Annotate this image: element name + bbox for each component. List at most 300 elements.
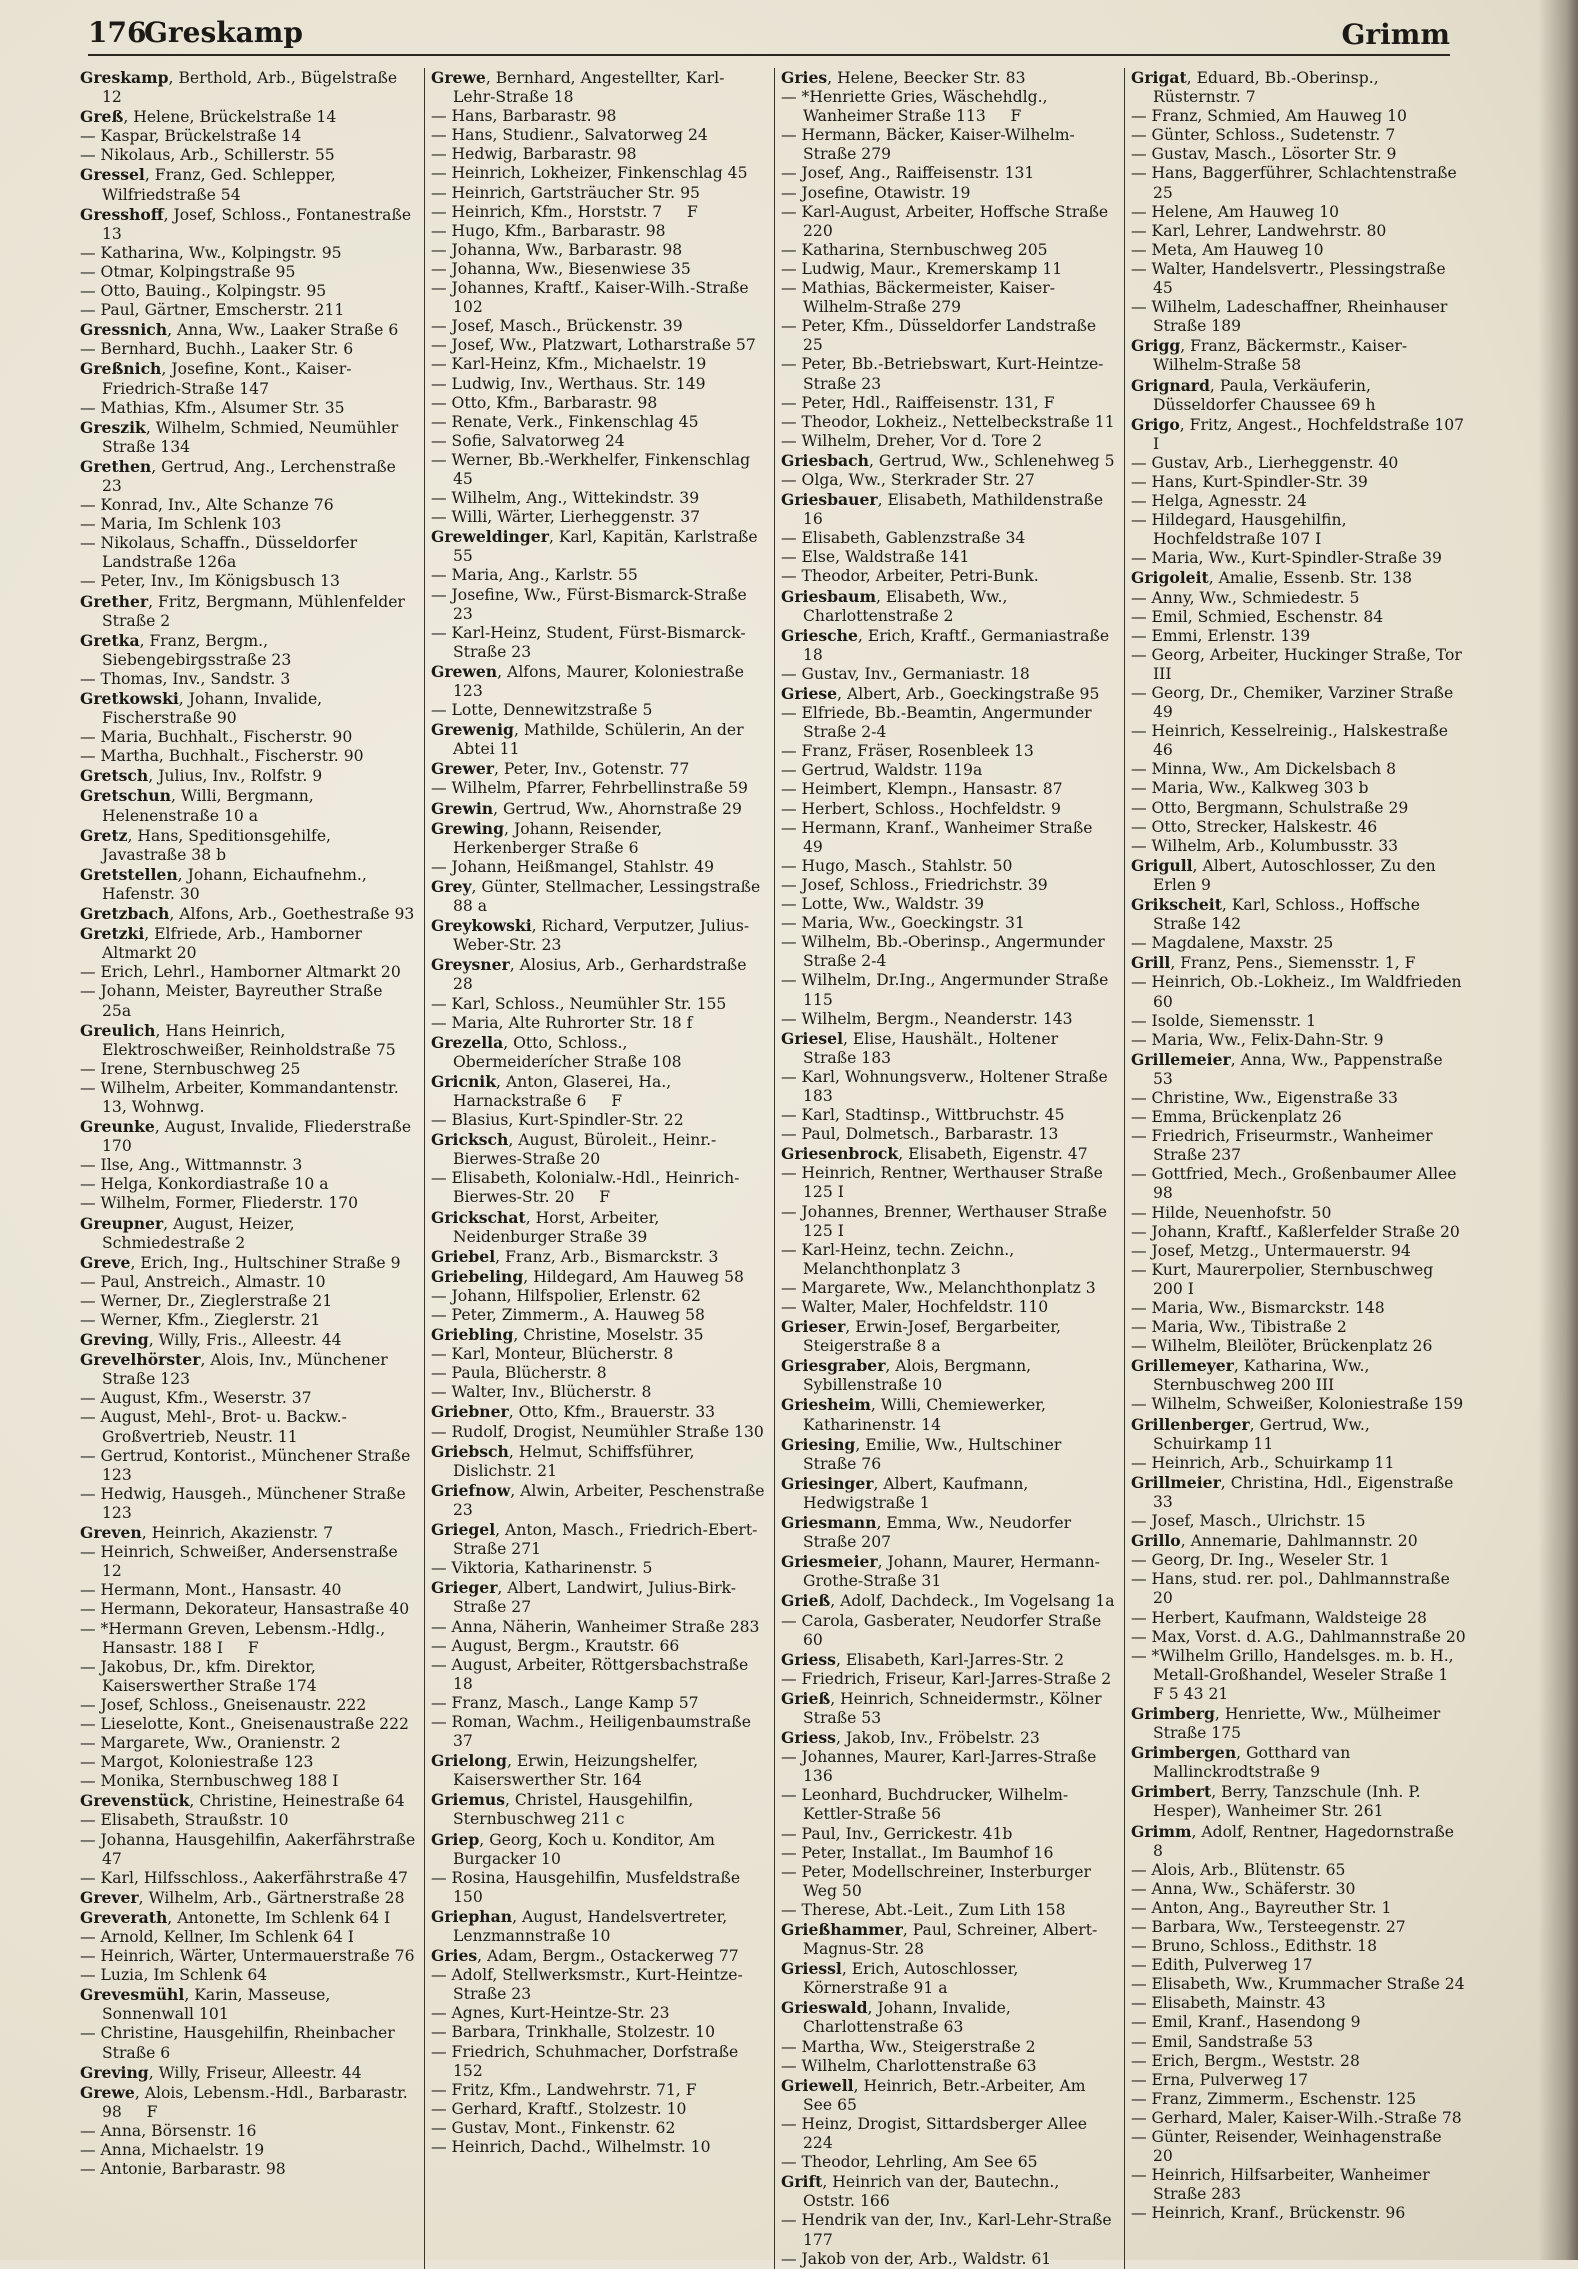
directory-entry: — Elisabeth, Gablenzstraße 34 [781,529,1026,548]
directory-entry: — Herbert, Schloss., Hochfeldstr. 9 [781,799,1061,818]
directory-entry: Griesheim, Willi, Chemiewerker, Katharinenstr. 14 [781,1395,1051,1434]
directory-entry: Grift, Heinrich van der, Bautechn., Oststr. 166 [781,2172,1065,2211]
directory-entry: — Barbara, Ww., Tersteegenstr. 27 [1131,1918,1406,1936]
directory-entry: — Antonie, Barbarastr. 98 [80,2160,286,2179]
directory-entry: — Josef, Metzg., Untermauerstr. 94 [1131,1241,1411,1260]
directory-entry: — Nikolaus, Schaffn., Düsseldorfer Landstraße 126a [80,534,363,572]
directory-entry: Grikscheit, Karl, Schloss., Hoffsche Straße 142 [1131,895,1425,934]
directory-entry: — Hermann, Dekorateur, Hansastraße 40 [80,1600,410,1619]
directory-entry: — Johannes, Maurer, Karl-Jarres-Straße 136 [781,1748,1102,1786]
directory-entry: — Renate, Verk., Finkenschlag 45 [431,412,699,431]
directory-entry: Griewell, Heinrich, Betr.-Arbeiter, Am See 65 [781,2075,1091,2114]
directory-entry: — Peter, Kfm., Düsseldorfer Landstraße 25 [781,317,1102,355]
directory-entry: — Hendrik van der, Inv., Karl-Lehr-Straße 177 [781,2211,1117,2249]
directory-entry: Gricnik, Anton, Glaserei, Ha., Harnackstraße 6 F [431,1071,677,1110]
directory-entry: Grewen, Alfons, Maurer, Koloniestraße 123 [431,661,749,700]
directory-entry: Grether, Fritz, Bergmann, Mühlenfelder Straße 2 [80,591,410,630]
directory-entry: — Elfriede, Bb.-Beamtin, Angermunder Straße 2-4 [781,704,1097,742]
directory-entry: Greverath, Antonette, Im Schlenk 64 I [80,1907,391,1927]
directory-entry: — Hans, Kurt-Spindler-Str. 39 [1131,472,1368,491]
directory-entry: Grigat, Eduard, Bb.-Oberinsp., Rüsternstr. 7 [1131,68,1384,107]
directory-entry: Griep, Georg, Koch u. Konditor, Am Burgacker 10 [431,1829,720,1868]
directory-entry: — Johanna, Hausgehilfin, Aakerfährstraße 47 [80,1830,421,1868]
directory-entry: — Elisabeth, Straußstr. 10 [80,1811,289,1830]
directory-entry: — Emil, Schmied, Eschenstr. 84 [1131,607,1384,626]
directory-entry: Gretschun, Willi, Bergmann, Helenenstraße 10 a [80,786,319,825]
directory-entry: — Max, Vorst. d. A.G., Dahlmannstraße 20 [1131,1627,1466,1646]
directory-entry: — Franz, Fräser, Rosenbleek 13 [781,742,1034,761]
directory-entry: — Elisabeth, Ww., Krummacher Straße 24 [1131,1975,1465,1994]
directory-entry: — Willi, Wärter, Lierheggenstr. 37 [431,508,701,527]
directory-entry: — Walter, Maler, Hochfeldstr. 110 [781,1298,1049,1316]
page-number: 176 [88,16,147,49]
directory-entry: Greysner, Alosius, Arb., Gerhardstraße 28 [431,955,752,994]
directory-entry: — Wilhelm, Former, Fliederstr. 170 [80,1194,359,1213]
directory-entry: Grimbergen, Gotthard van Mallinckrodtstraße 9 [1131,1743,1356,1782]
directory-entry: — Thomas, Inv., Sandstr. 3 [80,669,291,688]
directory-entry: — Georg, Arbeiter, Huckinger Straße, Tor III [1131,645,1467,683]
directory-entry: — Paul, Gärtner, Emscherstr. 211 [80,301,345,320]
directory-entry: Griesgraber, Alois, Bergmann, Sybillenstraße 10 [781,1356,1037,1395]
directory-entry: — Werner, Bb.-Werkhelfer, Finkenschlag 45 [431,450,756,488]
page-binding-shadow [1538,0,1578,2260]
directory-entry: — Johann, Kraftf., Kaßlerfelder Straße 20 [1131,1222,1460,1241]
directory-entry: — Helga, Agnesstr. 24 [1131,492,1307,511]
directory-entry: Grever, Wilhelm, Arb., Gärtnerstraße 28 [80,1887,405,1907]
directory-entry: — Heinrich, Dachd., Wilhelmstr. 10 [431,2138,711,2157]
directory-entry: — Karl, Stadtinsp., Wittbruchstr. 45 [781,1106,1065,1125]
directory-entry: — Hildegard, Hausgehilfin, Hochfeldstraße 107 I [1131,511,1352,549]
directory-entry: — Wilhelm, Bb.-Oberinsp., Angermunder Straße 2-4 [781,933,1110,971]
directory-entry: — Kurt, Maurerpolier, Sternbuschweg 200 I [1131,1260,1439,1298]
directory-entry: — Heinrich, Lokheizer, Finkenschlag 45 [431,164,748,183]
directory-entry: — Anna, Börsenstr. 16 [80,2121,257,2140]
directory-entry: Grieswald, Johann, Invalide, Charlottenstraße 63 [781,1998,1016,2037]
directory-entry: — Johannes, Kraftf., Kaiser-Wilh.-Straße 102 [431,279,754,317]
directory-entry: — Hermann, Bäcker, Kaiser-Wilhelm-Straße 279 [781,126,1075,164]
directory-entry: Grillo, Annemarie, Dahlmannstr. 20 [1131,1531,1418,1551]
directory-entry: Grillemeyer, Katharina, Ww., Sternbuschweg 200 III [1131,1356,1375,1395]
directory-entry: — Hermann, Mont., Hansastr. 40 [80,1581,342,1600]
directory-entry: — Georg, Dr., Chemiker, Varziner Straße 49 [1131,684,1459,722]
directory-entry: — Else, Waldstraße 141 [781,548,970,567]
directory-entry: — Heinz, Drogist, Sittardsberger Allee 224 [781,2114,1092,2153]
directory-entry: — Gustav, Masch., Lösorter Str. 9 [1131,145,1397,164]
directory-entry: — Josef, Schloss., Friedrichstr. 39 [781,875,1048,894]
directory-entry: — August, Kfm., Weserstr. 37 [80,1389,312,1408]
directory-entry: — Walter, Handelsvertr., Plessingstraße 45 [1131,259,1451,298]
directory-entry: — Hedwig, Barbarastr. 98 [431,145,637,164]
directory-entry: — Leonhard, Buchdrucker, Wilhelm-Kettler-Straße 56 [781,1786,1069,1824]
directory-entry: — Paul, Inv., Gerrickestr. 41b [781,1824,1013,1843]
directory-entry: Grignard, Paula, Verkäuferin, Düsseldorfer Chaussee 69 h [1131,375,1376,414]
directory-entry: — Helga, Konkordiastraße 10 a [80,1175,329,1194]
directory-entry: — Karl, Wohnungsverw., Holtener Straße 183 [781,1067,1113,1105]
directory-entry: — Emmi, Erlenstr. 139 [1131,626,1311,645]
directory-entry: Griebling, Christine, Moselstr. 35 [431,1325,704,1345]
directory-entry: Griebel, Franz, Arb., Bismarckstr. 3 [431,1246,719,1266]
directory-entry: Grimberg, Henriette, Ww., Mülheimer Straße 175 [1131,1703,1446,1743]
directory-entry: — Martha, Buchhalt., Fischerstr. 90 [80,747,364,766]
directory-entry: — Bernhard, Buchh., Laaker Str. 6 [80,340,354,359]
directory-entry: — Wilhelm, Bergm., Neanderstr. 143 [781,1009,1073,1028]
directory-entry: — Ilse, Ang., Wittmannstr. 3 [80,1156,303,1175]
directory-entry: — Otto, Kfm., Barbarastr. 98 [431,393,658,412]
directory-entry: — Peter, Inv., Im Königsbusch 13 [80,572,340,591]
directory-entry: — Hedwig, Hausgeh., Münchener Straße 123 [80,1484,411,1522]
directory-entry: Greulich, Hans Heinrich, Elektroschweißer, Reinholdstraße 75 [80,1020,396,1059]
directory-entry: — Franz, Schmied, Am Hauweg 10 [1131,107,1407,126]
directory-entry: — Wilhelm, Dr.Ing., Angermunder Straße 115 [781,971,1114,1009]
directory-entry: — Emil, Kranf., Hasendong 9 [1131,2013,1361,2032]
directory-entry: — Ludwig, Inv., Werthaus. Str. 149 [431,374,706,393]
directory-entry: — Christine, Ww., Eigenstraße 33 [1131,1088,1398,1107]
directory-entry: — Nikolaus, Arb., Schillerstr. 55 [80,146,335,165]
directory-entry: Griesel, Elise, Haushält., Holtener Straße 183 [781,1028,1063,1067]
directory-entry: Gressel, Franz, Ged. Schlepper, Wilfriedstraße 54 [80,165,341,204]
directory-entry: Grezella, Otto, Schloss., Obermeiderícher Straße 108 [431,1032,682,1071]
directory-entry: Greykowski, Richard, Verputzer, Julius-Weber-Str. 23 [431,916,750,955]
directory-entry: — Johanna, Ww., Biesenwiese 35 [431,259,691,278]
directory-entry: — Olga, Ww., Sterkrader Str. 27 [781,470,1035,489]
directory-entry: — Heinrich, Ob.-Lokheiz., Im Waldfrieden 60 [1131,973,1467,1011]
directory-entry: — Heinrich, Gartsträucher Str. 95 [431,183,700,202]
directory-entry: — Maria, Ang., Karlstr. 55 [431,566,638,585]
directory-entry: — Maria, Ww., Bismarckstr. 148 [1131,1299,1385,1317]
directory-entry: — Otto, Bauing., Kolpingstr. 95 [80,282,327,301]
directory-entry: — Johann, Hilfspolier, Erlenstr. 62 [431,1286,701,1305]
directory-entry: — Magdalene, Maxstr. 25 [1131,934,1334,953]
directory-entry: — Karl, Schloss., Neumühler Str. 155 [431,994,727,1013]
directory-entry: — Josef, Masch., Ulrichstr. 15 [1131,1512,1366,1531]
directory-entry: — Lotte, Ww., Waldstr. 39 [781,895,985,914]
directory-entry: Grieser, Erwin-Josef, Bergarbeiter, Steigerstraße 8 a [781,1317,1066,1356]
directory-entry: — Anton, Ang., Bayreuther Str. 1 [1131,1898,1392,1917]
directory-entry: Greving, Willy, Fris., Alleestr. 44 [80,1330,342,1350]
directory-entry: Griesmann, Emma, Ww., Neudorfer Straße 207 [781,1513,1077,1552]
directory-entry: — Paul, Dolmetsch., Barbarastr. 13 [781,1125,1059,1144]
directory-entry: — Franz, Zimmerm., Eschenstr. 125 [1131,2089,1417,2108]
directory-entry: — Therese, Abt.-Leit., Zum Lith 158 [781,1900,1066,1919]
directory-entry: — Emma, Brückenplatz 26 [1131,1108,1342,1127]
directory-entry: — Peter, Modellschreiner, Insterburger Weg 50 [781,1862,1096,1900]
directory-entry: — Lotte, Dennewitzstraße 5 [431,701,653,720]
directory-entry: — Heinrich, Kfm., Horststr. 7 F [431,202,698,221]
directory-entry: — August, Arbeiter, Röttgersbachstraße 18 [431,1655,754,1693]
column-4 [1124,68,1474,2269]
directory-entry: — Peter, Bb.-Betriebswart, Kurt-Heintze-Straße 23 [781,355,1104,393]
directory-entry: Gretzbach, Alfons, Arb., Goethestraße 93 [80,904,415,924]
directory-entry: — Paul, Anstreich., Almastr. 10 [80,1272,326,1291]
directory-entry: — Emil, Sandstraße 53 [1131,2032,1314,2051]
directory-entry: — Karl, Monteur, Blücherstr. 8 [431,1345,674,1364]
directory-entry: — Mathias, Kfm., Alsumer Str. 35 [80,398,345,417]
directory-entry: — Alois, Arb., Blütenstr. 65 [1131,1860,1346,1879]
directory-entry: Grevelhörster, Alois, Inv., Münchener Straße 123 [80,1350,393,1389]
column-1 [74,68,424,2269]
directory-entry: — Wilhelm, Dreher, Vor d. Tore 2 [781,431,1043,450]
directory-entry: Grethen, Gertrud, Ang., Lerchenstraße 23 [80,456,401,495]
directory-entry: Griess, Jakob, Inv., Fröbelstr. 23 [781,1728,1040,1748]
directory-entry: — Erich, Bergm., Weststr. 28 [1131,2051,1360,2070]
directory-entry: — Heinrich, Rentner, Werthauser Straße 125 I [781,1164,1108,1202]
directory-entry: — Wilhelm, Pfarrer, Fehrbellinstraße 59 [431,779,748,798]
directory-entry: — Wilhelm, Schweißer, Koloniestraße 159 [1131,1395,1464,1414]
directory-entry: Grieger, Albert, Landwirt, Julius-Birk-Straße 27 [431,1578,737,1617]
directory-entry: Grewing, Johann, Reisender, Herkenberger Straße 6 [431,818,668,857]
directory-entry: Grieß, Heinrich, Schneidermstr., Kölner Straße 53 [781,1688,1107,1727]
directory-entry: — Margot, Koloniestraße 123 [80,1753,314,1772]
directory-entry: — Helene, Am Hauweg 10 [1131,202,1340,221]
directory-entry: — Lieselotte, Kont., Gneisenaustraße 222 [80,1714,409,1733]
directory-entry: — Gottfried, Mech., Großenbaumer Allee 98 [1131,1165,1462,1203]
directory-entry: Grillemeier, Anna, Ww., Pappenstraße 53 [1131,1049,1448,1088]
directory-entry: — Monika, Sternbuschweg 188 I [80,1772,339,1791]
directory-entry: — Josef, Ang., Raiffeisenstr. 131 [781,164,1035,183]
directory-entry: — Hans, Barbarastr. 98 [431,107,617,126]
directory-entry: — Rosina, Hausgehilfin, Musfeldstraße 150 [431,1868,746,1906]
directory-entry: Griesing, Emilie, Ww., Hultschiner Straße 76 [781,1434,1067,1473]
directory-entry: — Johann, Meister, Bayreuther Straße 25a [80,982,388,1020]
directory-entry: — Karl-Heinz, techn. Zeichn., Melanchthonplatz 3 [781,1240,1020,1278]
directory-entry: Grießhammer, Paul, Schreiner, Albert-Magnus-Str. 28 [781,1920,1098,1959]
directory-entry: Grevesmühl, Karin, Masseuse, Sonnenwall 101 [80,1985,336,2024]
directory-entry: Griesbach, Gertrud, Ww., Schlenehweg 5 [781,450,1115,470]
directory-entry: Grillmeier, Christina, Hdl., Eigenstraße 33 [1131,1472,1459,1511]
directory-entry: — Elisabeth, Kolonialw.-Hdl., Heinrich-Bierwes-Str. 20 F [431,1169,740,1207]
directory-entry: — Werner, Kfm., Zieglerstr. 21 [80,1311,321,1329]
directory-entry: — Theodor, Lokheiz., Nettelbeckstraße 11 [781,412,1115,431]
directory-entry: — Margarete, Ww., Melanchthonplatz 3 [781,1278,1096,1297]
page-header [88,14,1450,56]
directory-entry: — Meta, Am Hauweg 10 [1131,240,1324,259]
directory-entry: — Hans, Studienr., Salvatorweg 24 [431,126,708,145]
directory-entry: Gricksch, August, Büroleit., Heinr.-Bierwes-Straße 20 [431,1130,717,1169]
directory-entry: — Adolf, Stellwerksmstr., Kurt-Heintze-Straße 23 [431,1966,743,2004]
directory-entry: Griesmeier, Johann, Maurer, Hermann-Grothe-Straße 31 [781,1552,1100,1591]
directory-entry: Gretstellen, Johann, Eichaufnehm., Hafenstr. 30 [80,864,372,903]
directory-entry: Griemus, Christel, Hausgehilfin, Sternbuschweg 211 c [431,1790,699,1829]
directory-entry: Grewin, Gertrud, Ww., Ahornstraße 29 [431,798,742,818]
directory-entry: Gressnich, Anna, Ww., Laaker Straße 6 [80,320,399,340]
directory-entry: — August, Bergm., Krautstr. 66 [431,1636,680,1655]
directory-entry: — Peter, Zimmerm., A. Hauweg 58 [431,1306,705,1324]
directory-entry: — Blasius, Kurt-Spindler-Str. 22 [431,1111,684,1130]
directory-entry: — Erich, Lehrl., Hamborner Altmarkt 20 [80,963,401,982]
directory-entry: Griese, Albert, Arb., Goeckingstraße 95 [781,684,1100,703]
directory-entry: — Otto, Bergmann, Schulstraße 29 [1131,798,1409,817]
directory-entry: Gries, Helene, Beecker Str. 83 [781,68,1026,87]
directory-entry: Grewe, Alois, Lebensm.-Hdl., Barbarastr. 98 F [80,2082,413,2121]
directory-entry: Greß, Helene, Brückelstraße 14 [80,107,337,127]
directory-entry: — Hans, Baggerführer, Schlachtenstraße 25 [1131,164,1462,202]
directory-entry: — Wilhelm, Arbeiter, Kommandantenstr. 13, Wohnwg. [80,1078,404,1116]
directory-entry: — Hermann, Kranf., Wanheimer Straße 49 [781,818,1098,856]
directory-entry: — Christine, Hausgehilfin, Rheinbacher Straße 6 [80,2024,400,2062]
directory-entry: Greve, Erich, Ing., Hultschiner Straße 9 [80,1252,401,1272]
header-last-name: Grimm [1341,18,1450,51]
directory-entry: Griefnow, Alwin, Arbeiter, Peschenstraße 23 [431,1480,770,1519]
directory-entry: — Gustav, Inv., Germaniastr. 18 [781,664,1030,683]
directory-entry: Griesinger, Albert, Kaufmann, Hedwigstraße 1 [781,1473,1034,1512]
directory-entry: — Johann, Heißmangel, Stahlstr. 49 [431,857,715,876]
directory-entry: — Viktoria, Katharinenstr. 5 [431,1559,653,1578]
directory-entry: — Minna, Ww., Am Dickelsbach 8 [1131,760,1397,779]
directory-entry: — Johanna, Ww., Barbarastr. 98 [431,240,683,259]
directory-entry: — Carola, Gasberater, Neudorfer Straße 60 [781,1611,1107,1649]
directory-entry: Griess, Elisabeth, Karl-Jarres-Str. 2 [781,1649,1065,1669]
directory-entry: Grieß, Adolf, Dachdeck., Im Vogelsang 1a [781,1591,1115,1611]
directory-entry: — Franz, Masch., Lange Kamp 57 [431,1693,699,1712]
directory-entry: Greunke, August, Invalide, Fliederstraße 170 [80,1117,417,1156]
directory-entry: — Maria, Im Schlenk 103 [80,515,282,534]
directory-entry: — Friedrich, Friseurmstr., Wanheimer Straße 237 [1131,1127,1438,1165]
header-first-name: Greskamp [144,16,303,49]
directory-entry: Grimm, Adolf, Rentner, Hagedornstraße 8 [1131,1821,1459,1860]
directory-entry: — Maria, Ww., Kurt-Spindler-Straße 39 [1131,549,1442,568]
directory-entry: — Josefine, Otawistr. 19 [781,183,971,202]
directory-entry: — Hilde, Neuenhofstr. 50 [1131,1203,1332,1222]
directory-entry: — Maria, Ww., Goeckingstr. 31 [781,914,1025,933]
directory-entry: — Gerhard, Kraftf., Stolzestr. 10 [431,2099,687,2118]
directory-entry: Griebsch, Helmut, Schiffsführer, Dislichstr. 21 [431,1441,700,1480]
directory-entry: Greßnich, Josefine, Kont., Kaiser-Friedrich-Straße 147 [80,359,352,398]
directory-entry: — Konrad, Inv., Alte Schanze 76 [80,496,334,515]
directory-entry: — Paula, Blücherstr. 8 [431,1364,607,1383]
directory-entry: — Erna, Pulverweg 17 [1131,2070,1309,2089]
directory-entry: Griegel, Anton, Masch., Friedrich-Ebert-Straße 271 [431,1520,758,1559]
directory-entry: — Josef, Ww., Platzwart, Lotharstraße 57 [431,336,756,355]
directory-entry: — Peter, Hdl., Raiffeisenstr. 131, F [781,393,1055,412]
directory-entry: — Bruno, Schloss., Edithstr. 18 [1131,1937,1377,1956]
directory-entry: — Theodor, Arbeiter, Petri-Bunk. [781,567,1039,586]
directory-entry: Gretzki, Elfriede, Arb., Hamborner Altmarkt 20 [80,924,367,963]
directory-entry: — *Wilhelm Grillo, Handelsges. m. b. H., Metall-Großhandel, Weseler Straße 1 F 5 43 21 [1131,1646,1474,1703]
directory-entry: — Luzia, Im Schlenk 64 [80,1966,268,1985]
directory-entry: — Friedrich, Schuhmacher, Dorfstraße 152 [431,2042,744,2080]
directory-entry: — Karl, Hilfsschloss., Aakerfährstraße 47 [80,1868,408,1887]
directory-entry: Greszik, Wilhelm, Schmied, Neumühler Straße 134 [80,417,404,456]
directory-entry: Greskamp, Berthold, Arb., Bügelstraße 12 [80,68,403,107]
directory-entry: — Maria, Ww., Tibistraße 2 [1131,1318,1347,1337]
directory-entry: Gries, Adam, Bergm., Ostackerweg 77 [431,1946,739,1966]
directory-entry: — Josef, Masch., Brückenstr. 39 [431,317,683,336]
directory-entry: — Barbara, Trinkhalle, Stolzestr. 10 [431,2023,716,2042]
directory-columns [74,68,1474,2268]
directory-entry: — Karl-Heinz, Kfm., Michaelstr. 19 [431,355,707,374]
directory-entry: — *Hermann Greven, Lebensm.-Hdlg., Hansastr. 188 I F [80,1619,391,1657]
directory-entry: Greving, Willy, Friseur, Alleestr. 44 [80,2062,362,2082]
directory-entry: — Katharina, Sternbuschweg 205 [781,240,1048,259]
directory-entry: — Otmar, Kolpingstraße 95 [80,262,296,281]
directory-entry: Griebner, Otto, Kfm., Brauerstr. 33 [431,1402,716,1422]
directory-entry: Grigo, Fritz, Angest., Hochfeldstraße 107 I [1131,414,1470,453]
directory-entry: — Margarete, Ww., Oranienstr. 2 [80,1734,341,1753]
directory-entry: — Maria, Alte Ruhrorter Str. 18 f [431,1013,693,1032]
directory-entry: — Günter, Reisender, Weinhagenstraße 20 [1131,2128,1447,2166]
directory-entry: — Anna, Ww., Schäferstr. 30 [1131,1879,1356,1898]
directory-entry: — Gustav, Mont., Finkenstr. 62 [431,2118,676,2137]
directory-entry: Grielong, Erwin, Heizungshelfer, Kaiserswerther Str. 164 [431,1751,704,1790]
directory-entry: Grewer, Peter, Inv., Gotenstr. 77 [431,759,690,779]
directory-entry: — Peter, Installat., Im Baumhof 16 [781,1843,1054,1862]
directory-entry: — Elisabeth, Mainstr. 43 [1131,1994,1326,2013]
directory-entry: — Anna, Näherin, Wanheimer Straße 283 [431,1617,760,1636]
directory-entry: — Isolde, Siemensstr. 1 [1131,1011,1317,1030]
directory-entry: — Maria, Ww., Felix-Dahn-Str. 9 [1131,1030,1384,1049]
directory-entry: — Walter, Inv., Blücherstr. 8 [431,1383,652,1402]
directory-entry: — Anna, Michaelstr. 19 [80,2141,265,2160]
directory-entry: — Gertrud, Waldstr. 119a [781,761,983,780]
directory-entry: — Mathias, Bäckermeister, Kaiser-Wilhelm-Straße 279 [781,279,1055,317]
directory-entry: — Katharina, Ww., Kolpingstr. 95 [80,243,342,262]
directory-entry: — Herbert, Kaufmann, Waldsteige 28 [1131,1608,1427,1627]
directory-entry: — Heimbert, Klempn., Hansastr. 87 [781,780,1063,799]
directory-entry: — Hugo, Kfm., Barbarastr. 98 [431,221,666,240]
directory-entry: — Jakobus, Dr., kfm. Direktor, Kaiserswerther Straße 174 [80,1657,321,1695]
directory-entry: Grewenig, Mathilde, Schülerin, An der Abtei 11 [431,720,749,759]
directory-entry: — Heinrich, Wärter, Untermauerstraße 76 [80,1947,415,1966]
directory-entry: Grill, Franz, Pens., Siemensstr. 1, F [1131,953,1416,973]
directory-entry: Gretkowski, Johann, Invalide, Fischerstraße 90 [80,689,328,728]
directory-entry: Griesche, Erich, Kraftf., Germaniastraße 18 [781,625,1115,664]
directory-entry: — Martha, Ww., Steigerstraße 2 [781,2037,1036,2056]
directory-entry: — Josef, Schloss., Gneisenaustr. 222 [80,1695,367,1714]
directory-entry: — Jakob von der, Arb., Waldstr. 61 [781,2249,1052,2268]
directory-entry: Griephan, August, Handelsvertreter, Lenzmannstraße 10 [431,1906,733,1945]
directory-entry: Griesenbrock, Elisabeth, Eigenstr. 47 [781,1144,1088,1164]
directory-entry: Grey, Günter, Stellmacher, Lessingstraße 88 a [431,876,766,916]
directory-entry: — Wilhelm, Bleilöter, Brückenplatz 26 [1131,1337,1433,1356]
directory-entry: Gretsch, Julius, Inv., Rolfstr. 9 [80,766,323,786]
directory-entry: — Ludwig, Maur., Kremerskamp 11 [781,259,1063,278]
directory-entry: — Gerhard, Maler, Kaiser-Wilh.-Straße 78 [1131,2108,1462,2127]
directory-entry: — Wilhelm, Ladeschaffner, Rheinhauser Straße 189 [1131,298,1453,336]
directory-entry: — Theodor, Lehrling, Am See 65 [781,2153,1038,2172]
directory-entry: — Heinrich, Arb., Schuirkamp 11 [1131,1453,1395,1472]
directory-entry: — Hans, stud. rer. pol., Dahlmannstraße 20 [1131,1570,1455,1608]
directory-entry: Grickschat, Horst, Arbeiter, Neidenburger Straße 39 [431,1207,665,1246]
directory-entry: — Fritz, Kfm., Landwehrstr. 71, F [431,2080,697,2099]
directory-entry: Griesbaum, Elisabeth, Ww., Charlottenstraße 2 [781,586,1013,625]
directory-entry: Greweldinger, Karl, Kapitän, Karlstraße 55 [431,527,763,566]
directory-entry: — Heinrich, Schweißer, Andersenstraße 12 [80,1543,403,1581]
directory-entry: Grigg, Franz, Bäckermstr., Kaiser-Wilhelm-Straße 58 [1131,336,1408,375]
directory-entry: — Agnes, Kurt-Heintze-Str. 23 [431,2004,670,2023]
directory-entry: — Karl-Heinz, Student, Fürst-Bismarck-Straße 23 [431,623,746,661]
directory-entry: — Heinrich, Kesselreinig., Halskestraße 46 [1131,722,1453,760]
directory-entry: Gretka, Franz, Bergm., Siebengebirgsstraße 23 [80,630,292,669]
directory-entry: — Hugo, Masch., Stahlstr. 50 [781,856,1013,875]
directory-entry: Grigull, Albert, Autoschlosser, Zu den Erlen 9 [1131,855,1441,894]
directory-entry: — Edith, Pulverweg 17 [1131,1956,1313,1975]
directory-entry: — Werner, Dr., Zieglerstraße 21 [80,1291,333,1310]
directory-entry: — Anny, Ww., Schmiedestr. 5 [1131,588,1360,607]
directory-entry: — Gustav, Arb., Lierheggenstr. 40 [1131,453,1399,472]
directory-entry: — Roman, Wachm., Heiligenbaumstraße 37 [431,1712,756,1751]
directory-entry: Gretz, Hans, Speditionsgehilfe, Javastraße 38 b [80,825,336,864]
directory-entry: — Gertrud, Kontorist., Münchener Straße 123 [80,1446,416,1484]
directory-entry: Griessl, Erich, Autoschlosser, Körnerstraße 91 a [781,1959,1024,1998]
directory-entry: Grevenstück, Christine, Heinestraße 64 [80,1791,405,1811]
directory-entry: Grillenberger, Gertrud, Ww., Schuirkamp 11 [1131,1414,1375,1453]
directory-entry: Greupner, August, Heizer, Schmiedestraße 2 [80,1213,300,1252]
directory-entry: — Wilhelm, Ang., Wittekindstr. 39 [431,489,700,508]
directory-entry: Griebeling, Hildegard, Am Hauweg 58 [431,1266,744,1286]
directory-entry: — Irene, Sternbuschweg 25 [80,1059,301,1078]
directory-entry: Gresshoff, Josef, Schloss., Fontanestraße 13 [80,204,417,243]
directory-entry: — Rudolf, Drogist, Neumühler Straße 130 [431,1422,764,1441]
